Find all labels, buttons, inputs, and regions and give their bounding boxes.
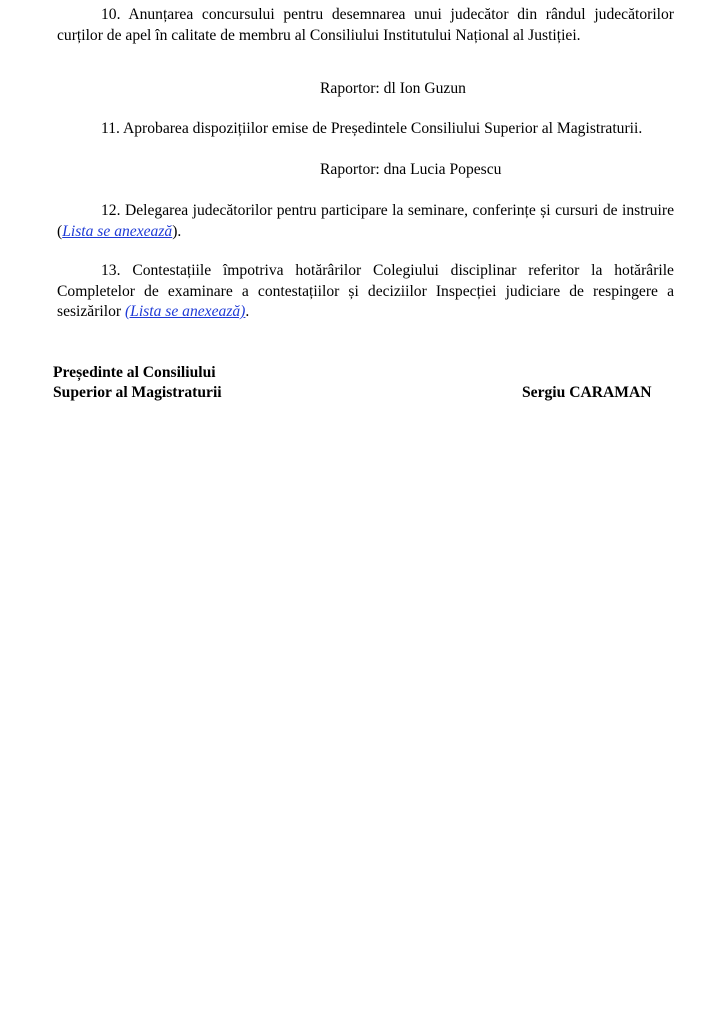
annex-list-link[interactable]: (Lista se anexează)	[124, 303, 246, 320]
agenda-item-10	[57, 5, 674, 46]
item-number: 10.	[101, 6, 121, 23]
annex-list-link[interactable]: Lista se anexează	[62, 222, 173, 240]
item-text-end: ).	[172, 222, 182, 240]
signature-title-line-1: Președinte al Consiliului	[53, 364, 216, 381]
item-10-reporter: Raportor: dl Ion Guzun	[320, 80, 466, 97]
item-text: Contestațiile împotriva hotărârilor Colegiului disciplinar referitor la hotărârile Completelor de examinare a contestațiilor și deciziilor Inspecției judiciare de respingere a sesizărilor	[57, 262, 674, 320]
agenda-item-11	[57, 119, 674, 140]
item-11-reporter: Raportor: dna Lucia Popescu	[320, 161, 502, 178]
item-text: Anunțarea concursului pentru desemnarea unui judecător din rândul judecătorilor curților de apel în calitate de membru al Consiliului Institutului Național al Justiției.	[57, 6, 674, 44]
agenda-item-13	[57, 261, 674, 323]
item-text-end: .	[245, 303, 250, 320]
item-number: 11.	[101, 120, 120, 137]
agenda-item-12	[57, 201, 674, 242]
item-text: Delegarea judecătorilor pentru participare la seminare, conferințe și cursuri de instruire (	[57, 202, 674, 240]
signatory-name: Sergiu CARAMAN	[522, 384, 652, 401]
signature-title-line-2: Superior al Magistraturii	[53, 384, 222, 401]
item-number: 13.	[101, 262, 121, 279]
item-text: Aprobarea dispozițiilor emise de Președintele Consiliului Superior al Magistraturii.	[122, 120, 643, 137]
item-number: 12.	[101, 202, 121, 219]
